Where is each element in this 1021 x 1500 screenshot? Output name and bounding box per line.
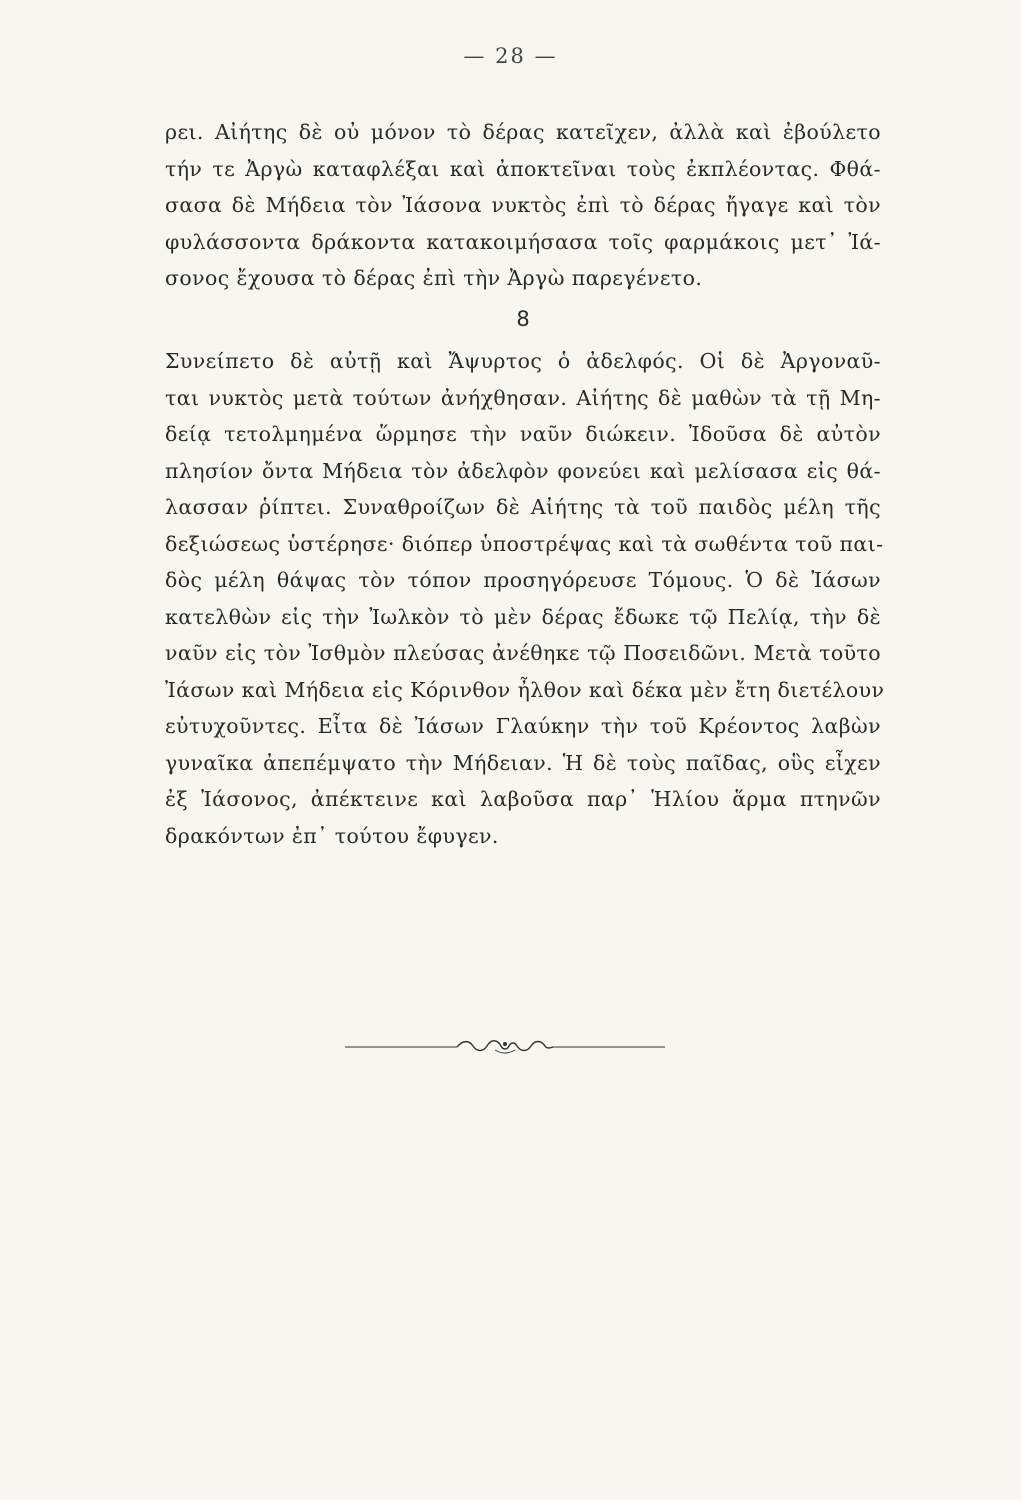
paragraph-1 xyxy=(165,114,881,297)
page-number: — 28 — xyxy=(463,44,558,68)
text-line: ἐξ Ἰάσονος, ἀπέκτεινε καὶ λαβοῦσα παρ᾽ Ἡλίου ἅρμα πτηνῶν xyxy=(165,787,881,811)
section-number: 8 xyxy=(516,306,530,331)
text-line: τήν τε Ἀργὼ καταφλέξαι καὶ ἀποκτεῖναι τοὺς ἐκπλέοντας. Φθά- xyxy=(165,156,881,181)
text-line: σονος ἔχουσα τὸ δέρας ἐπὶ τὴν Ἀργὼ παρεγένετο. xyxy=(165,266,703,290)
text-line: δρακόντων ἐπ᾽ τούτου ἔφυγεν. xyxy=(165,823,499,848)
text-line: ναῦν εἰς τὸν Ἰσθμὸν πλεύσας ἀνέθηκε τῷ Ποσειδῶνι. Μετὰ τοῦτο xyxy=(165,641,881,665)
paragraph-2 xyxy=(165,343,885,854)
text-line: σασα δὲ Μήδεια τὸν Ἰάσονα νυκτὸς ἐπὶ τὸ δέρας ἤγαγε καὶ τὸν xyxy=(165,193,881,217)
text-line: Συνείπετο δὲ αὐτῇ καὶ Ἄψυρτος ὁ ἀδελφός. Οἱ δὲ Ἀργοναῦ- xyxy=(165,349,881,373)
text-line: Ἰάσων καὶ Μήδεια εἰς Κόρινθον ἦλθον καὶ δέκα μὲν ἔτη διετέλουν xyxy=(165,677,885,702)
text-line: κατελθὼν εἰς τὴν Ἰωλκὸν τὸ μὲν δέρας ἔδωκε τῷ Πελίᾳ, τὴν δὲ xyxy=(165,604,881,629)
text-body xyxy=(165,114,885,854)
text-line: πλησίον ὄντα Μήδεια τὸν ἀδελφὸν φονεύει καὶ μελίσασα εἰς θά- xyxy=(165,458,881,483)
decorative-rule-flourish-icon xyxy=(345,1034,665,1058)
text-line: γυναῖκα ἀπεπέμψατο τὴν Μήδειαν. Ἡ δὲ τοὺς παῖδας, οὓς εἶχεν xyxy=(165,750,881,775)
text-line: εὐτυχοῦντες. Εἶτα δὲ Ἰάσων Γλαύκην τὴν τοῦ Κρέοντος λαβὼν xyxy=(165,714,881,738)
text-line: ται νυκτὸς μετὰ τούτων ἀνήχθησαν. Αἰήτης δὲ μαθὼν τὰ τῇ Μη- xyxy=(165,385,881,410)
text-line: δὸς μέλη θάψας τὸν τόπον προσηγόρευσε Τόμους. Ὁ δὲ Ἰάσων xyxy=(165,568,881,592)
text-line: δεξιώσεως ὑστέρησε· διόπερ ὑποστρέψας καὶ τὰ σωθέντα τοῦ παι- xyxy=(165,531,884,556)
text-line: φυλάσσοντα δράκοντα κατακοιμήσασα τοῖς φαρμάκοις μετ᾽ Ἰά- xyxy=(165,229,881,254)
text-line: δείᾳ τετολμημένα ὥρμησε τὴν ναῦν διώκειν. Ἰδοῦσα δὲ αὐτὸν xyxy=(165,422,881,446)
text-line: ρει. Αἰήτης δὲ οὐ μόνον τὸ δέρας κατεῖχεν, ἀλλὰ καὶ ἐβούλετο xyxy=(165,120,881,144)
text-line: λασσαν ῥίπτει. Συναθροίζων δὲ Αἰήτης τὰ τοῦ παιδὸς μέλη τῆς xyxy=(165,495,881,519)
